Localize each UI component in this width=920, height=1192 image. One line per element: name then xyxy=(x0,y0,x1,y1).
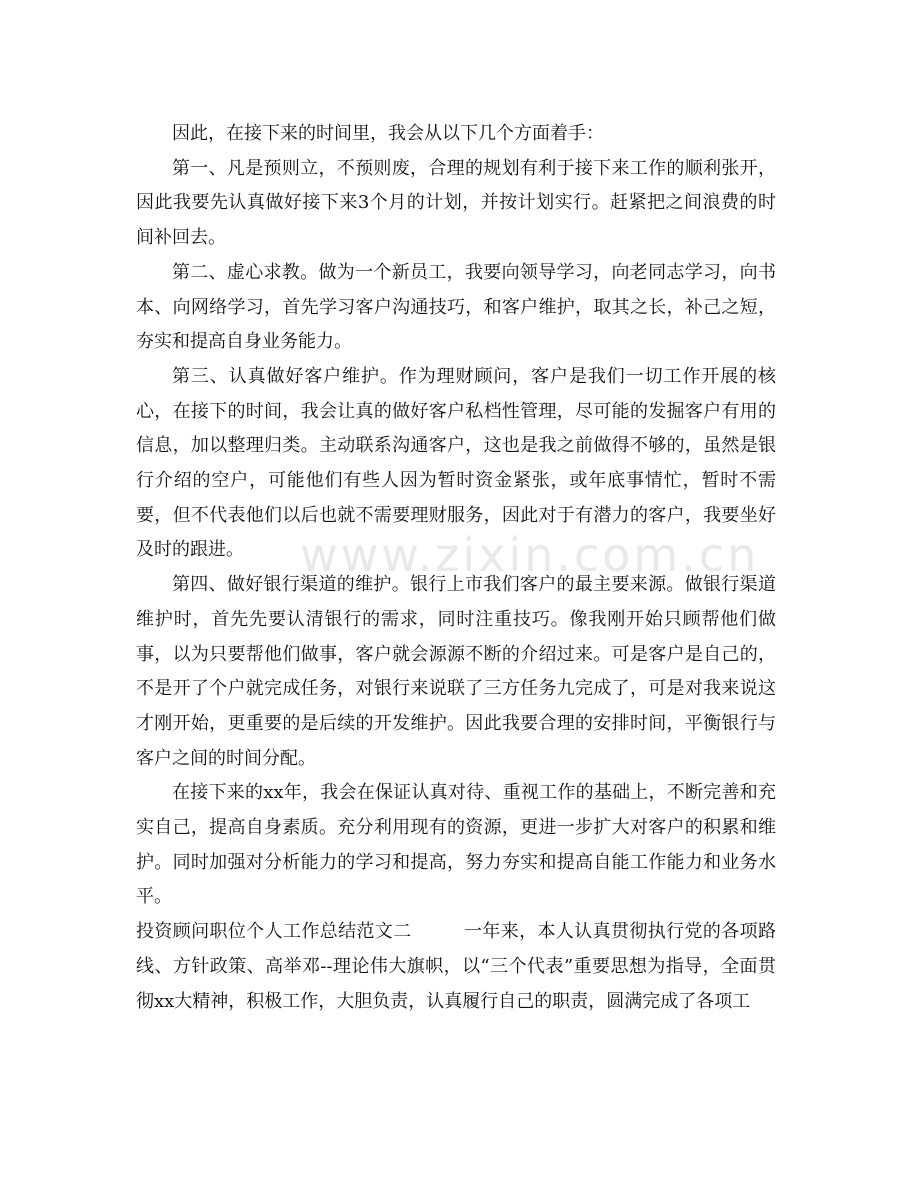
paragraph-intro: 因此，在接下来的时间里，我会从以下几个方面着手： xyxy=(172,123,604,144)
document-body xyxy=(136,117,776,1019)
paragraph-fourth: 第四、做好银行渠道的维护。银行上市我们客户的最主要来源。做银行渠道维护时，首先先要认清银行的需求，同时注重技巧。像我刚开始只顾帮他们做事，以为只要帮他们做事，客户就会源源不断的介绍过来。可是客户是自己的，不是开了个户就完成任务，对银行来说联了三方任务九完成了，可是对我来说这才刚开始，更重要的是后续的开发维护。因此我要合理的安排时间，平衡银行与客户之间的时间分配。 xyxy=(136,574,776,769)
paragraph-first: 第一、凡是预则立，不预则废，合理的规划有利于接下来工作的顺利张开，因此我要先认真做好接下来3个月的计划，并按计划实行。赶紧把之间浪费的时间补回去。 xyxy=(136,157,776,249)
watermark: www.zixin.com.cn xyxy=(300,528,760,582)
section-paragraph xyxy=(136,915,776,1019)
paragraph-second: 第二、虚心求教。做为一个新员工，我要向领导学习，向老同志学习，向书本、向网络学习，首先学习客户沟通技巧，和客户维护，取其之长，补己之短，夯实和提高自身业务能力。 xyxy=(136,261,776,353)
section-text: 一年来，本人认真贯彻执行党的各项路线、方针政策、高举邓--理论伟大旗帜，以“三个代表”重要思想为指导，全面贯彻xx大精神，积极工作，大胆负责，认真履行自己的职责，圆满完成了各项工 xyxy=(136,921,776,1012)
section-title: 投资顾问职位个人工作总结范文二 xyxy=(136,921,412,943)
paragraph-third: 第三、认真做好客户维护。作为理财顾问，客户是我们一切工作开展的核心，在接下的时间，我会让真的做好客户私档性管理，尽可能的发掘客户有用的信息，加以整理归类。主动联系沟通客户，这也是我之前做得不够的，虽然是银行介绍的空户，可能他们有些人因为暂时资金紧张，或年底事情忙，暂时不需要，但不代表他们以后也就不需要理财服务，因此对于有潜力的客户，我要坐好及时的跟进。 xyxy=(136,365,776,561)
paragraph-conclusion: 在接下来的xx年，我会在保证认真对待、重视工作的基础上，不断完善和充实自己，提高自身素质。充分利用现有的资源，更进一步扩大对客户的积累和维护。同时加强对分析能力的学习和提高，努力夯实和提高自能工作能力和业务水平。 xyxy=(136,782,776,908)
